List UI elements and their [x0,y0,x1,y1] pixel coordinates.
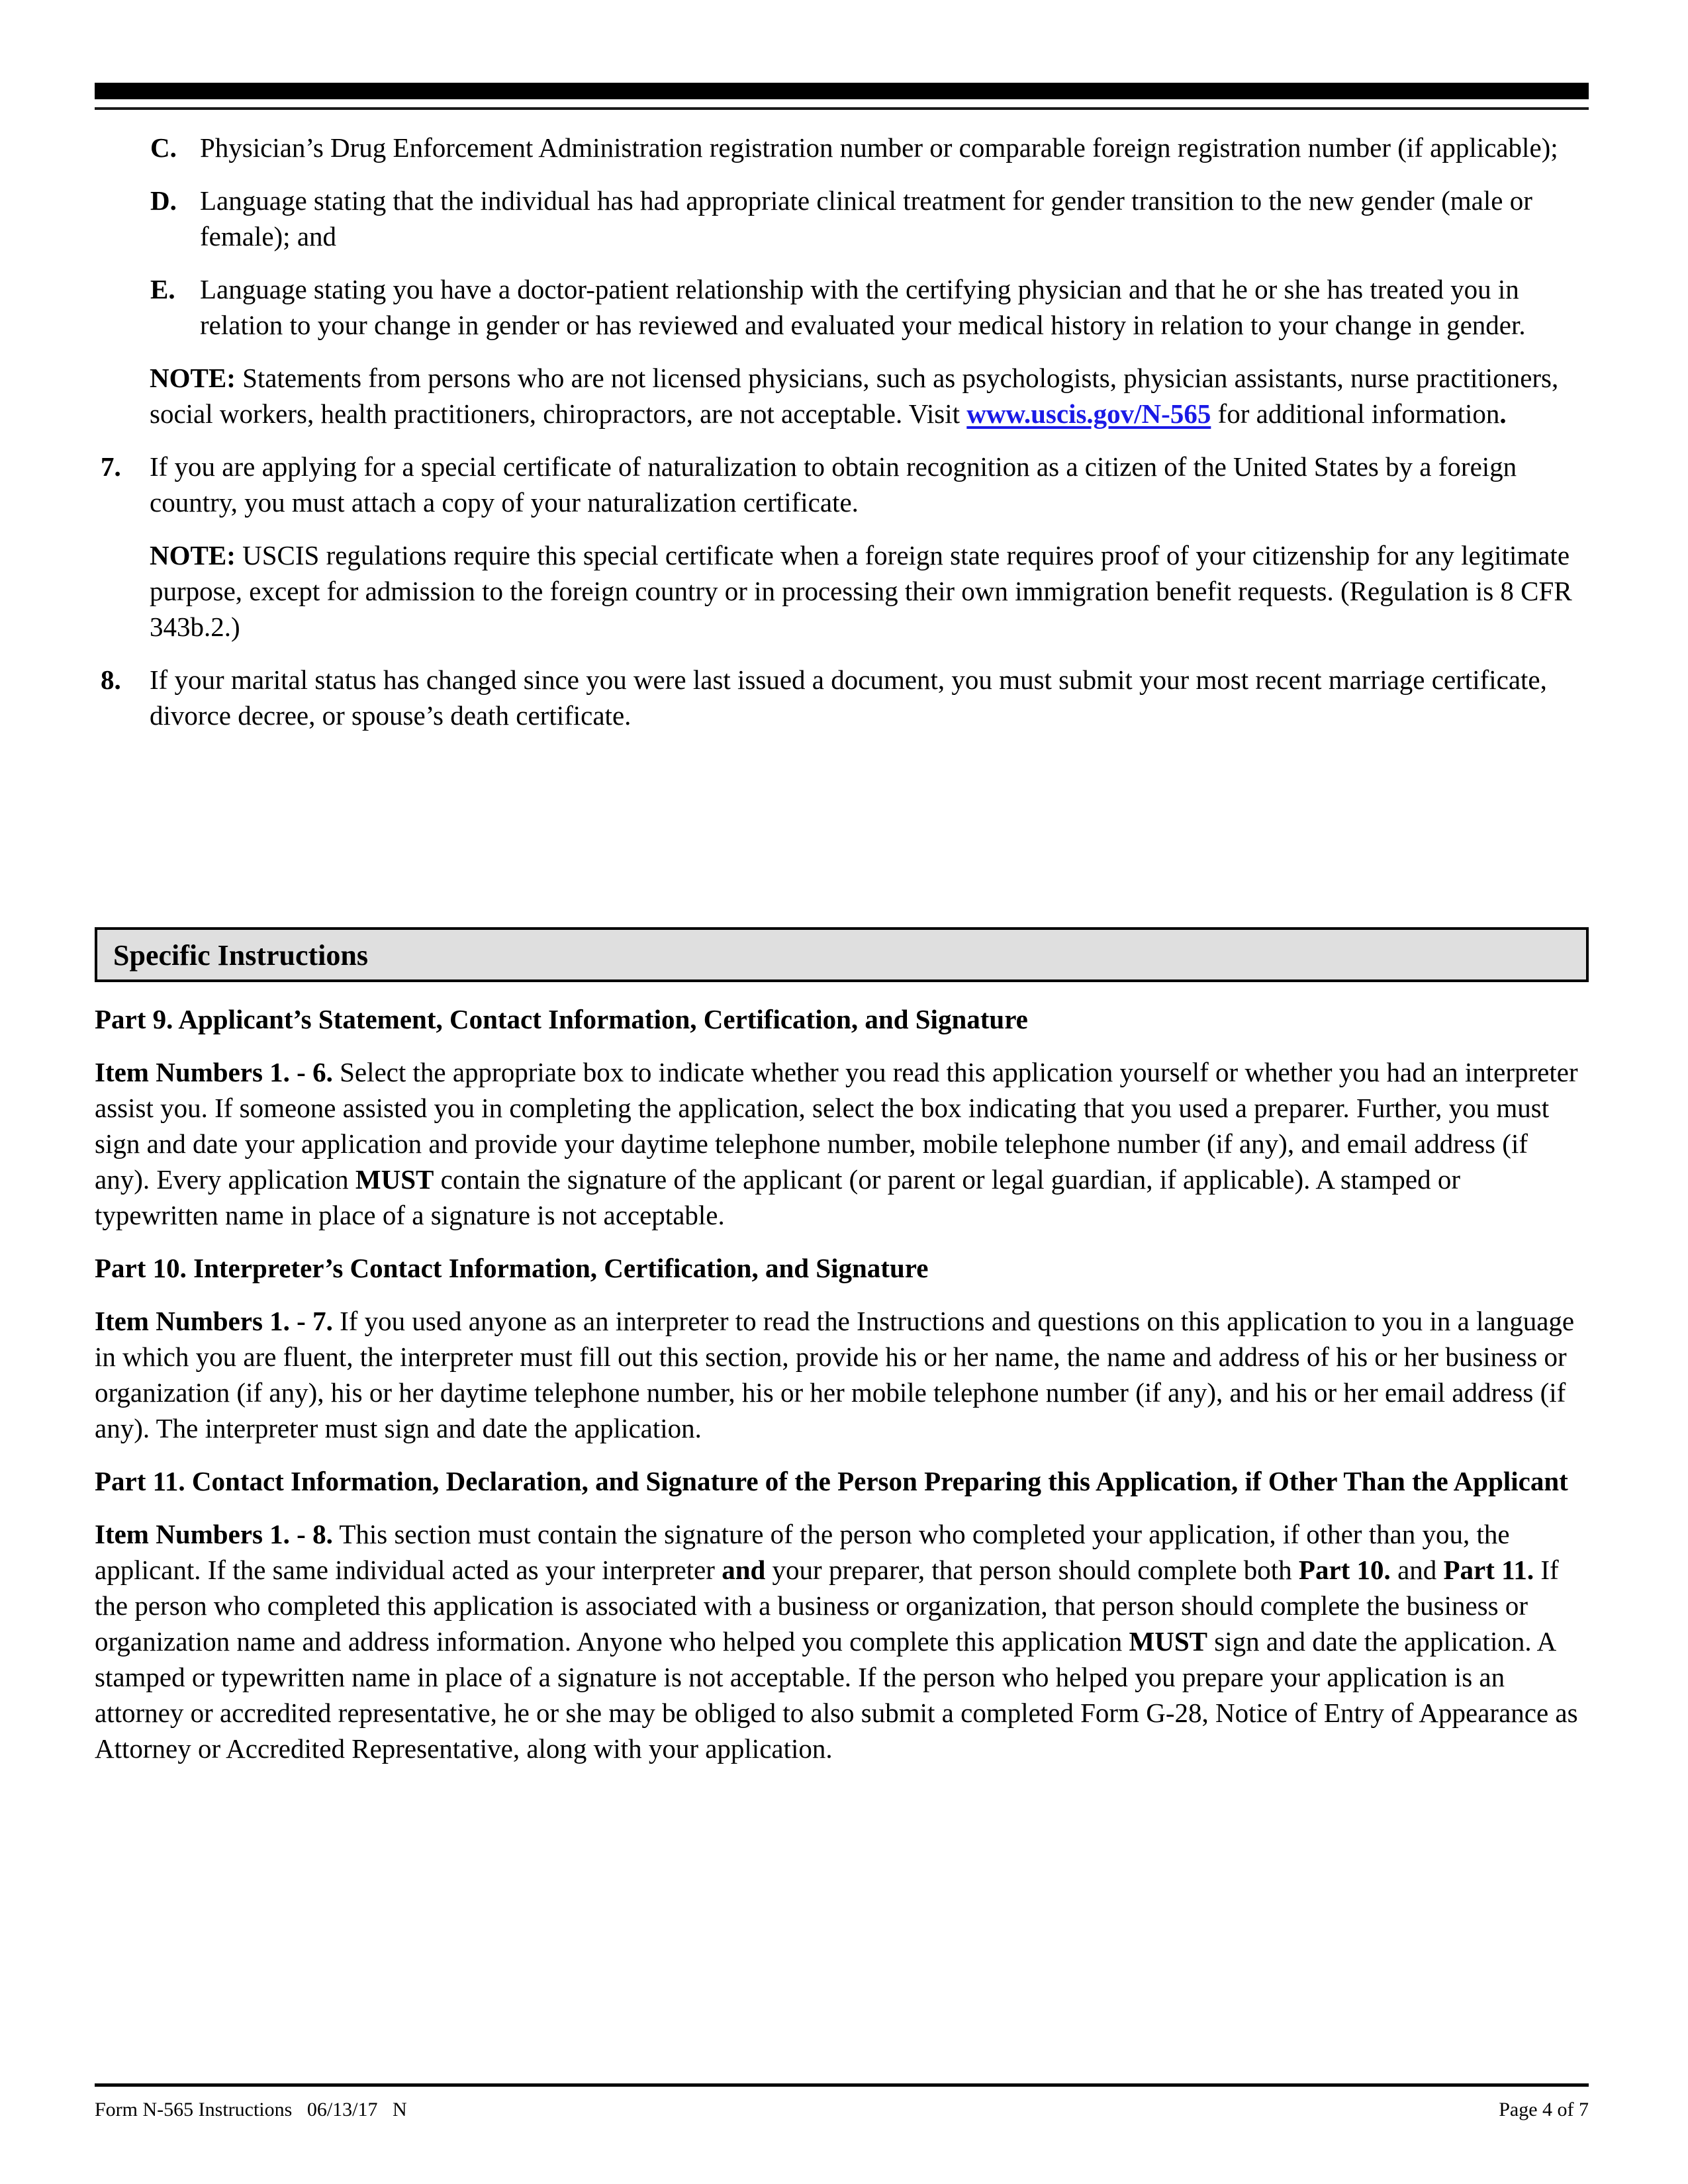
footer-rule [95,2083,1589,2087]
section-title: Specific Instructions [113,939,368,972]
paragraph-text: and [1397,1555,1437,1585]
emphasis-and: and [722,1555,766,1585]
list-item-e [95,271,1589,343]
note-end-punct: . [1499,398,1507,429]
item-text: Language stating that the individual has had appropriate clinical treatment for gender transition to the new gender (male or female); and [200,185,1532,251]
item-numbers-label: Item Numbers 1. - 6. [95,1057,333,1087]
part-11-paragraph [95,1516,1589,1766]
note-label: NOTE: [150,540,236,570]
emphasis-must: MUST [355,1164,434,1195]
paragraph-text: This section must contain the signature of the person who completed your application, if other than you, the applicant. If the same individual acted as your interpreter [95,1519,1510,1585]
part-11-heading: Part 11. Contact Information, Declaration, and Signature of the Person Preparing this Application, if Other Than the Applicant [95,1466,1568,1496]
footer-page-number: Page 4 of 7 [1499,2099,1589,2120]
header-bar [95,83,1589,99]
paragraph-text: contain the signature of the applicant (or parent or legal guardian, if applicable). A stamped or typewritten name in place of a signature is not acceptable. [95,1164,1460,1230]
paragraph-text: your preparer, that person should complete both [772,1555,1292,1585]
emphasis-must: MUST [1129,1626,1208,1657]
item-numbers-label: Item Numbers 1. - 7. [95,1306,333,1336]
item-marker: E. [150,274,175,304]
note-text: Statements from persons who are not licensed physicians, such as psychologists, physician assistants, nurse practitioners, social workers, health practitioners, chiropractors, are not acceptable. Visit [150,363,1559,429]
note-uscis-regulations [95,537,1589,645]
list-item-7 [95,449,1589,520]
header-rule [95,107,1589,110]
paragraph-text: If the person who completed this application is associated with a business or organization, that person should complete the business or organization name and address information. Anyone who helped you complete this application [95,1555,1559,1657]
part-10-paragraph [95,1303,1589,1446]
list-item-d [95,183,1589,254]
item-marker: D. [150,185,177,216]
part-9-paragraph [95,1054,1589,1233]
note-text: USCIS regulations require this special certificate when a foreign state requires proof of your citizenship for any legitimate purpose, except for admission to the foreign country or in processing their own immigration benefit requests. (Regulation is 8 CFR 343b.2.) [150,540,1572,642]
item-text: If you are applying for a special certificate of naturalization to obtain recognition as a citizen of the United States by a foreign country, you must attach a copy of your naturalization certificate. [150,451,1517,518]
item-marker: C. [150,132,177,163]
uscis-n565-link[interactable]: www.uscis.gov/N-565 [966,398,1211,429]
note-licensed-physicians [95,360,1589,432]
part-10-reference: Part 10. [1298,1555,1391,1585]
item-numbers-label: Item Numbers 1. - 8. [95,1519,333,1549]
section-header-specific-instructions [95,927,1589,982]
item-marker: 7. [101,451,121,482]
item-text: Language stating you have a doctor-patient relationship with the certifying physician and that he or she has treated you in relation to your change in gender or has reviewed and evaluated your medical history in relation to your change in gender. [200,274,1526,340]
specific-instructions [95,1001,1589,1784]
part-9-heading: Part 9. Applicant’s Statement, Contact Information, Certification, and Signature [95,1004,1028,1034]
part-11-reference: Part 11. [1443,1555,1534,1585]
paragraph-text: If you used anyone as an interpreter to read the Instructions and questions on this application to you in a language in which you are fluent, the interpreter must fill out this section, provide his or her name, the name and address of his or her business or organization (if any), his or her daytime telephone number, his or her mobile telephone number (if any), and his or her email address (if any). The interpreter must sign and date the application. [95,1306,1575,1443]
item-text: Physician’s Drug Enforcement Administration registration number or comparable foreign registration number (if applicable); [200,132,1558,163]
paragraph-text: Select the appropriate box to indicate whether you read this application yourself or whether you had an interpreter assist you. If someone assisted you in completing the application, select the box indicating that you used a preparer. Further, you must sign and date your application and provide your daytime telephone number, mobile telephone number (if any), and email address (if any). Every application [95,1057,1578,1195]
item-marker: 8. [101,664,121,695]
footer-form-info: Form N-565 Instructions 06/13/17 N [95,2099,407,2120]
list-item-8 [95,662,1589,733]
part-10-heading: Part 10. Interpreter’s Contact Information, Certification, and Signature [95,1253,929,1283]
note-text-after: for additional information [1217,398,1500,429]
note-label: NOTE: [150,363,236,393]
item-text: If your marital status has changed since you were last issued a document, you must submit your most recent marriage certificate, divorce decree, or spouse’s death certificate. [150,664,1547,731]
requirements-continued [95,130,1589,751]
paragraph-text: sign and date the application. A stamped or typewritten name in place of a signature is not acceptable. If the person who helped you prepare your application is an attorney or accredited representative, he or she may be obliged to also submit a completed Form G-28, Notice of Entry of Appearance as Attorney or Accredited Representative, along with your application. [95,1626,1578,1764]
list-item-c [95,130,1589,165]
